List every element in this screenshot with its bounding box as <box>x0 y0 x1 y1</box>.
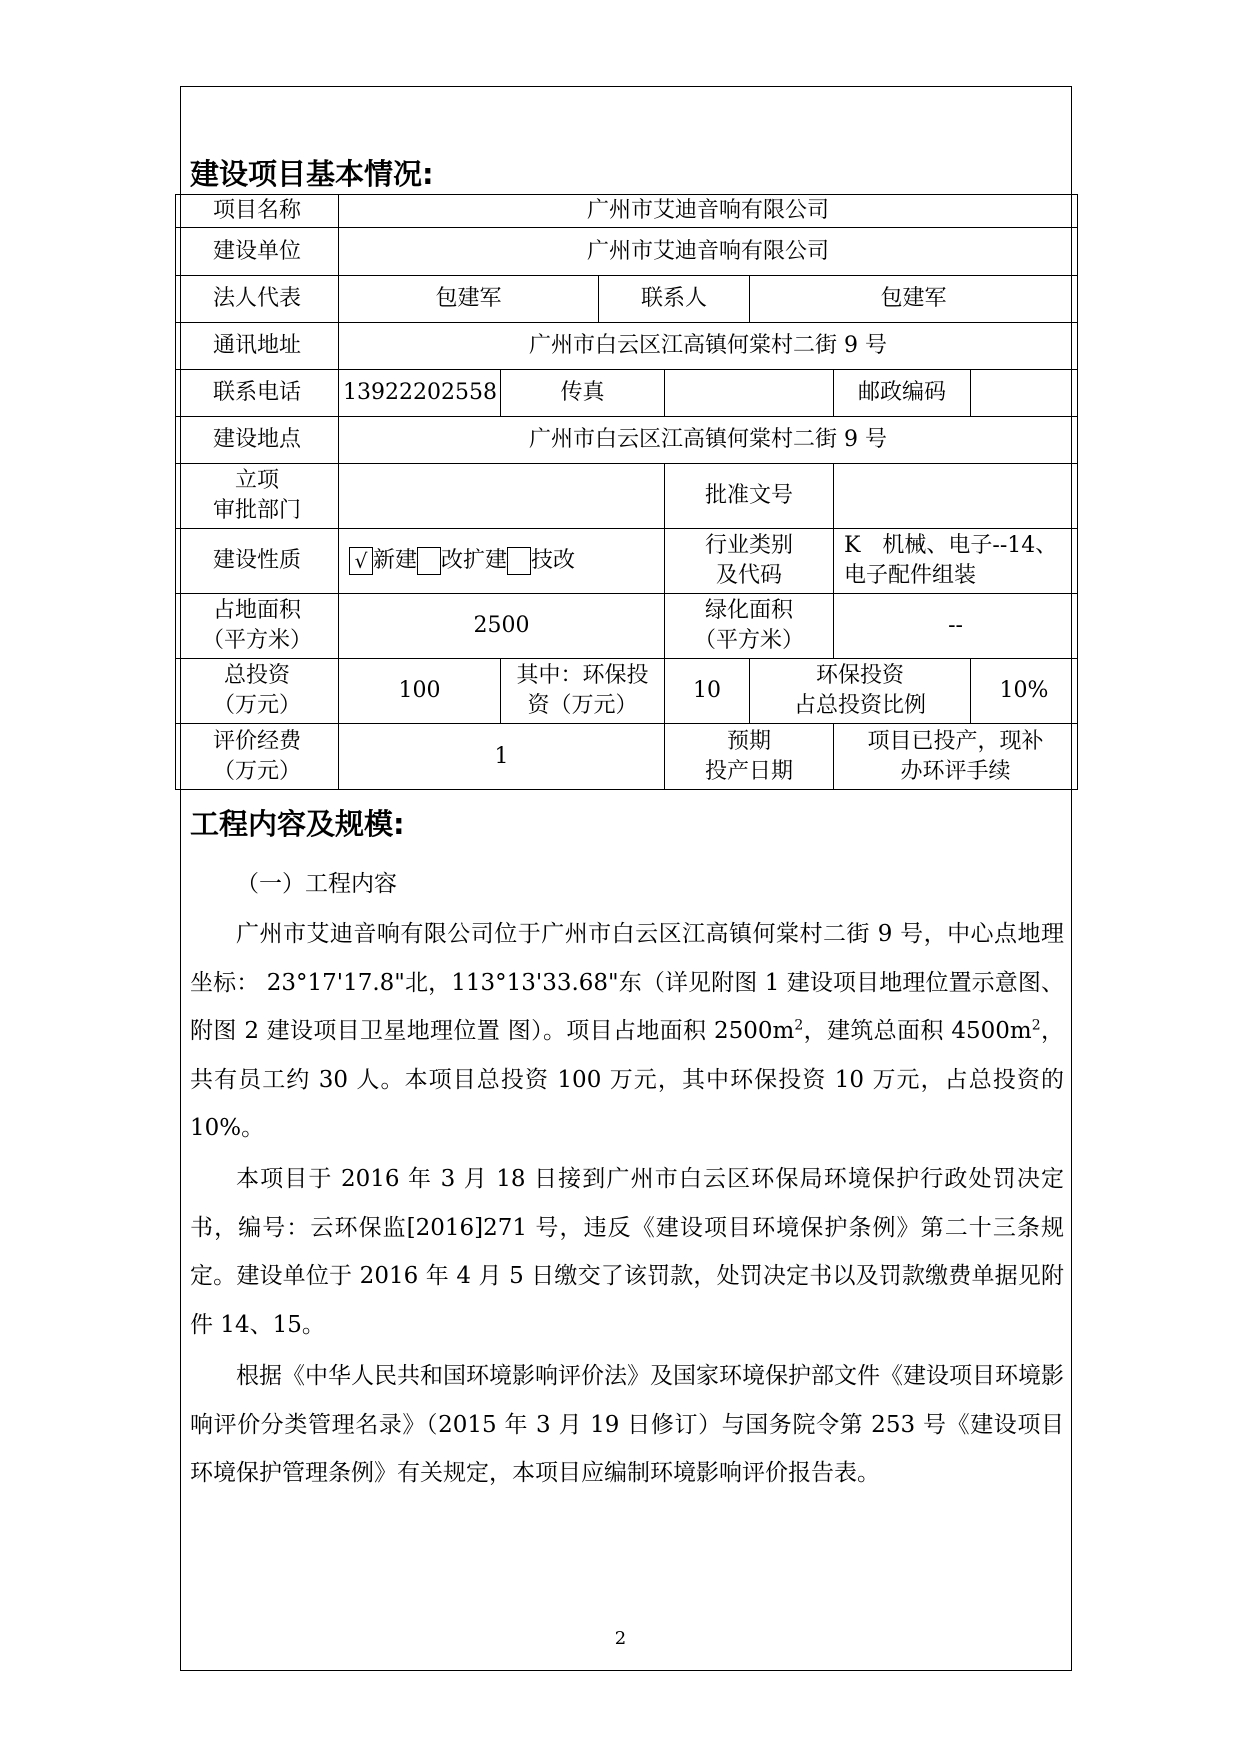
content-subtitle: （一）工程内容 <box>236 871 397 897</box>
invest-value: 100 <box>339 659 501 724</box>
legal-rep-label: 法人代表 <box>176 276 339 323</box>
site-label: 建设地点 <box>176 417 339 464</box>
phone-label: 联系电话 <box>176 370 339 417</box>
industry-value: K 机械、电子--14、 电子配件组装 <box>834 529 1078 594</box>
fax-label: 传真 <box>501 370 665 417</box>
phone-value: 13922202558 <box>339 370 501 417</box>
nature-tech-label: 技改 <box>531 548 576 573</box>
land-value: 2500 <box>339 594 665 659</box>
env-invest-value: 10 <box>665 659 750 724</box>
invest-label: 总投资 （万元） <box>176 659 339 724</box>
project-name-label: 项目名称 <box>176 195 339 228</box>
nature-expand-checkbox <box>417 547 441 575</box>
prod-date-label: 预期 投产日期 <box>665 724 834 790</box>
fax-value <box>665 370 834 417</box>
row-address <box>176 323 1078 370</box>
section-title-basic-info: 建设项目基本情况: <box>190 157 434 191</box>
approval-dept-value <box>339 464 665 529</box>
nature-new-label: 新建 <box>373 548 418 573</box>
nature-tech-checkbox <box>507 547 531 575</box>
land-label: 占地面积 （平方米） <box>176 594 339 659</box>
builder-label: 建设单位 <box>176 228 339 276</box>
contact-label: 联系人 <box>599 276 750 323</box>
row-nature <box>176 529 1078 594</box>
content-paragraph-2: 本项目于 2016 年 3 月 18 日接到广州市白云区环保局环境保护行政处罚决定书，编号：云环保监[2016]271 号，违反《建设项目环境保护条例》第二十三条规定。建设单位于 2016 年 4 月 5 日缴交了该罚款，处罚决定书以及罚款缴费单据见附件 14、15。 <box>190 1166 1064 1338</box>
env-ratio-label: 环保投资 占总投资比例 <box>750 659 971 724</box>
postcode-label: 邮政编码 <box>834 370 971 417</box>
green-label: 绿化面积 （平方米） <box>665 594 834 659</box>
nature-label: 建设性质 <box>176 529 339 594</box>
row-approval <box>176 464 1078 529</box>
green-value: -- <box>834 594 1078 659</box>
postcode-value <box>971 370 1078 417</box>
row-project-name <box>176 195 1078 228</box>
env-ratio-value: 10% <box>971 659 1078 724</box>
row-site <box>176 417 1078 464</box>
page-number: 2 <box>614 1628 627 1649</box>
nature-expand-label: 改扩建 <box>441 548 508 573</box>
industry-label: 行业类别 及代码 <box>665 529 834 594</box>
env-invest-label: 其中：环保投 资（万元） <box>501 659 665 724</box>
address-label: 通讯地址 <box>176 323 339 370</box>
legal-rep-value: 包建军 <box>339 276 599 323</box>
eval-fee-value: 1 <box>339 724 665 790</box>
eval-fee-label: 评价经费 （万元） <box>176 724 339 790</box>
section-title-scope: 工程内容及规模: <box>190 807 405 841</box>
contact-value: 包建军 <box>750 276 1078 323</box>
nature-new-checkbox: √ <box>349 547 373 575</box>
nature-options <box>339 529 665 594</box>
approval-no-value <box>834 464 1078 529</box>
row-legal-rep <box>176 276 1078 323</box>
project-info-table <box>175 194 1078 790</box>
prod-date-value: 项目已投产，现补 办环评手续 <box>834 724 1078 790</box>
row-eval-fee <box>176 724 1078 790</box>
content-paragraph-3: 根据《中华人民共和国环境影响评价法》及国家环境保护部文件《建设项目环境影响评价分类管理名录》（2015 年 3 月 19 日修订）与国务院令第 253 号《建设项目环境保护管理条例》有关规定，本项目应编制环境影响评价报告表。 <box>190 1363 1064 1486</box>
project-name-value: 广州市艾迪音响有限公司 <box>339 195 1078 228</box>
content-paragraph-1: 广州市艾迪音响有限公司位于广州市白云区江高镇何棠村二街 9 号，中心点地理坐标： 23°17'17.8"北，113°13'33.68"东（详见附图 1 建设项目地理位置示意图、附图 2 建设项目卫星地理位置 图）。项目占地面积 $2500m^2$，建筑总面积 $4500m^2$，共有员工约 30 人。本项目总投资 100 万元，其中环保投资 10 万元，占总投资的 10%。 <box>190 921 1065 1141</box>
approval-no-label: 批准文号 <box>665 464 834 529</box>
approval-dept-label: 立项 审批部门 <box>176 464 339 529</box>
row-phone <box>176 370 1078 417</box>
address-value: 广州市白云区江高镇何棠村二街 9 号 <box>339 323 1078 370</box>
row-builder <box>176 228 1078 276</box>
builder-value: 广州市艾迪音响有限公司 <box>339 228 1078 276</box>
row-land <box>176 594 1078 659</box>
row-investment <box>176 659 1078 724</box>
site-value: 广州市白云区江高镇何棠村二街 9 号 <box>339 417 1078 464</box>
